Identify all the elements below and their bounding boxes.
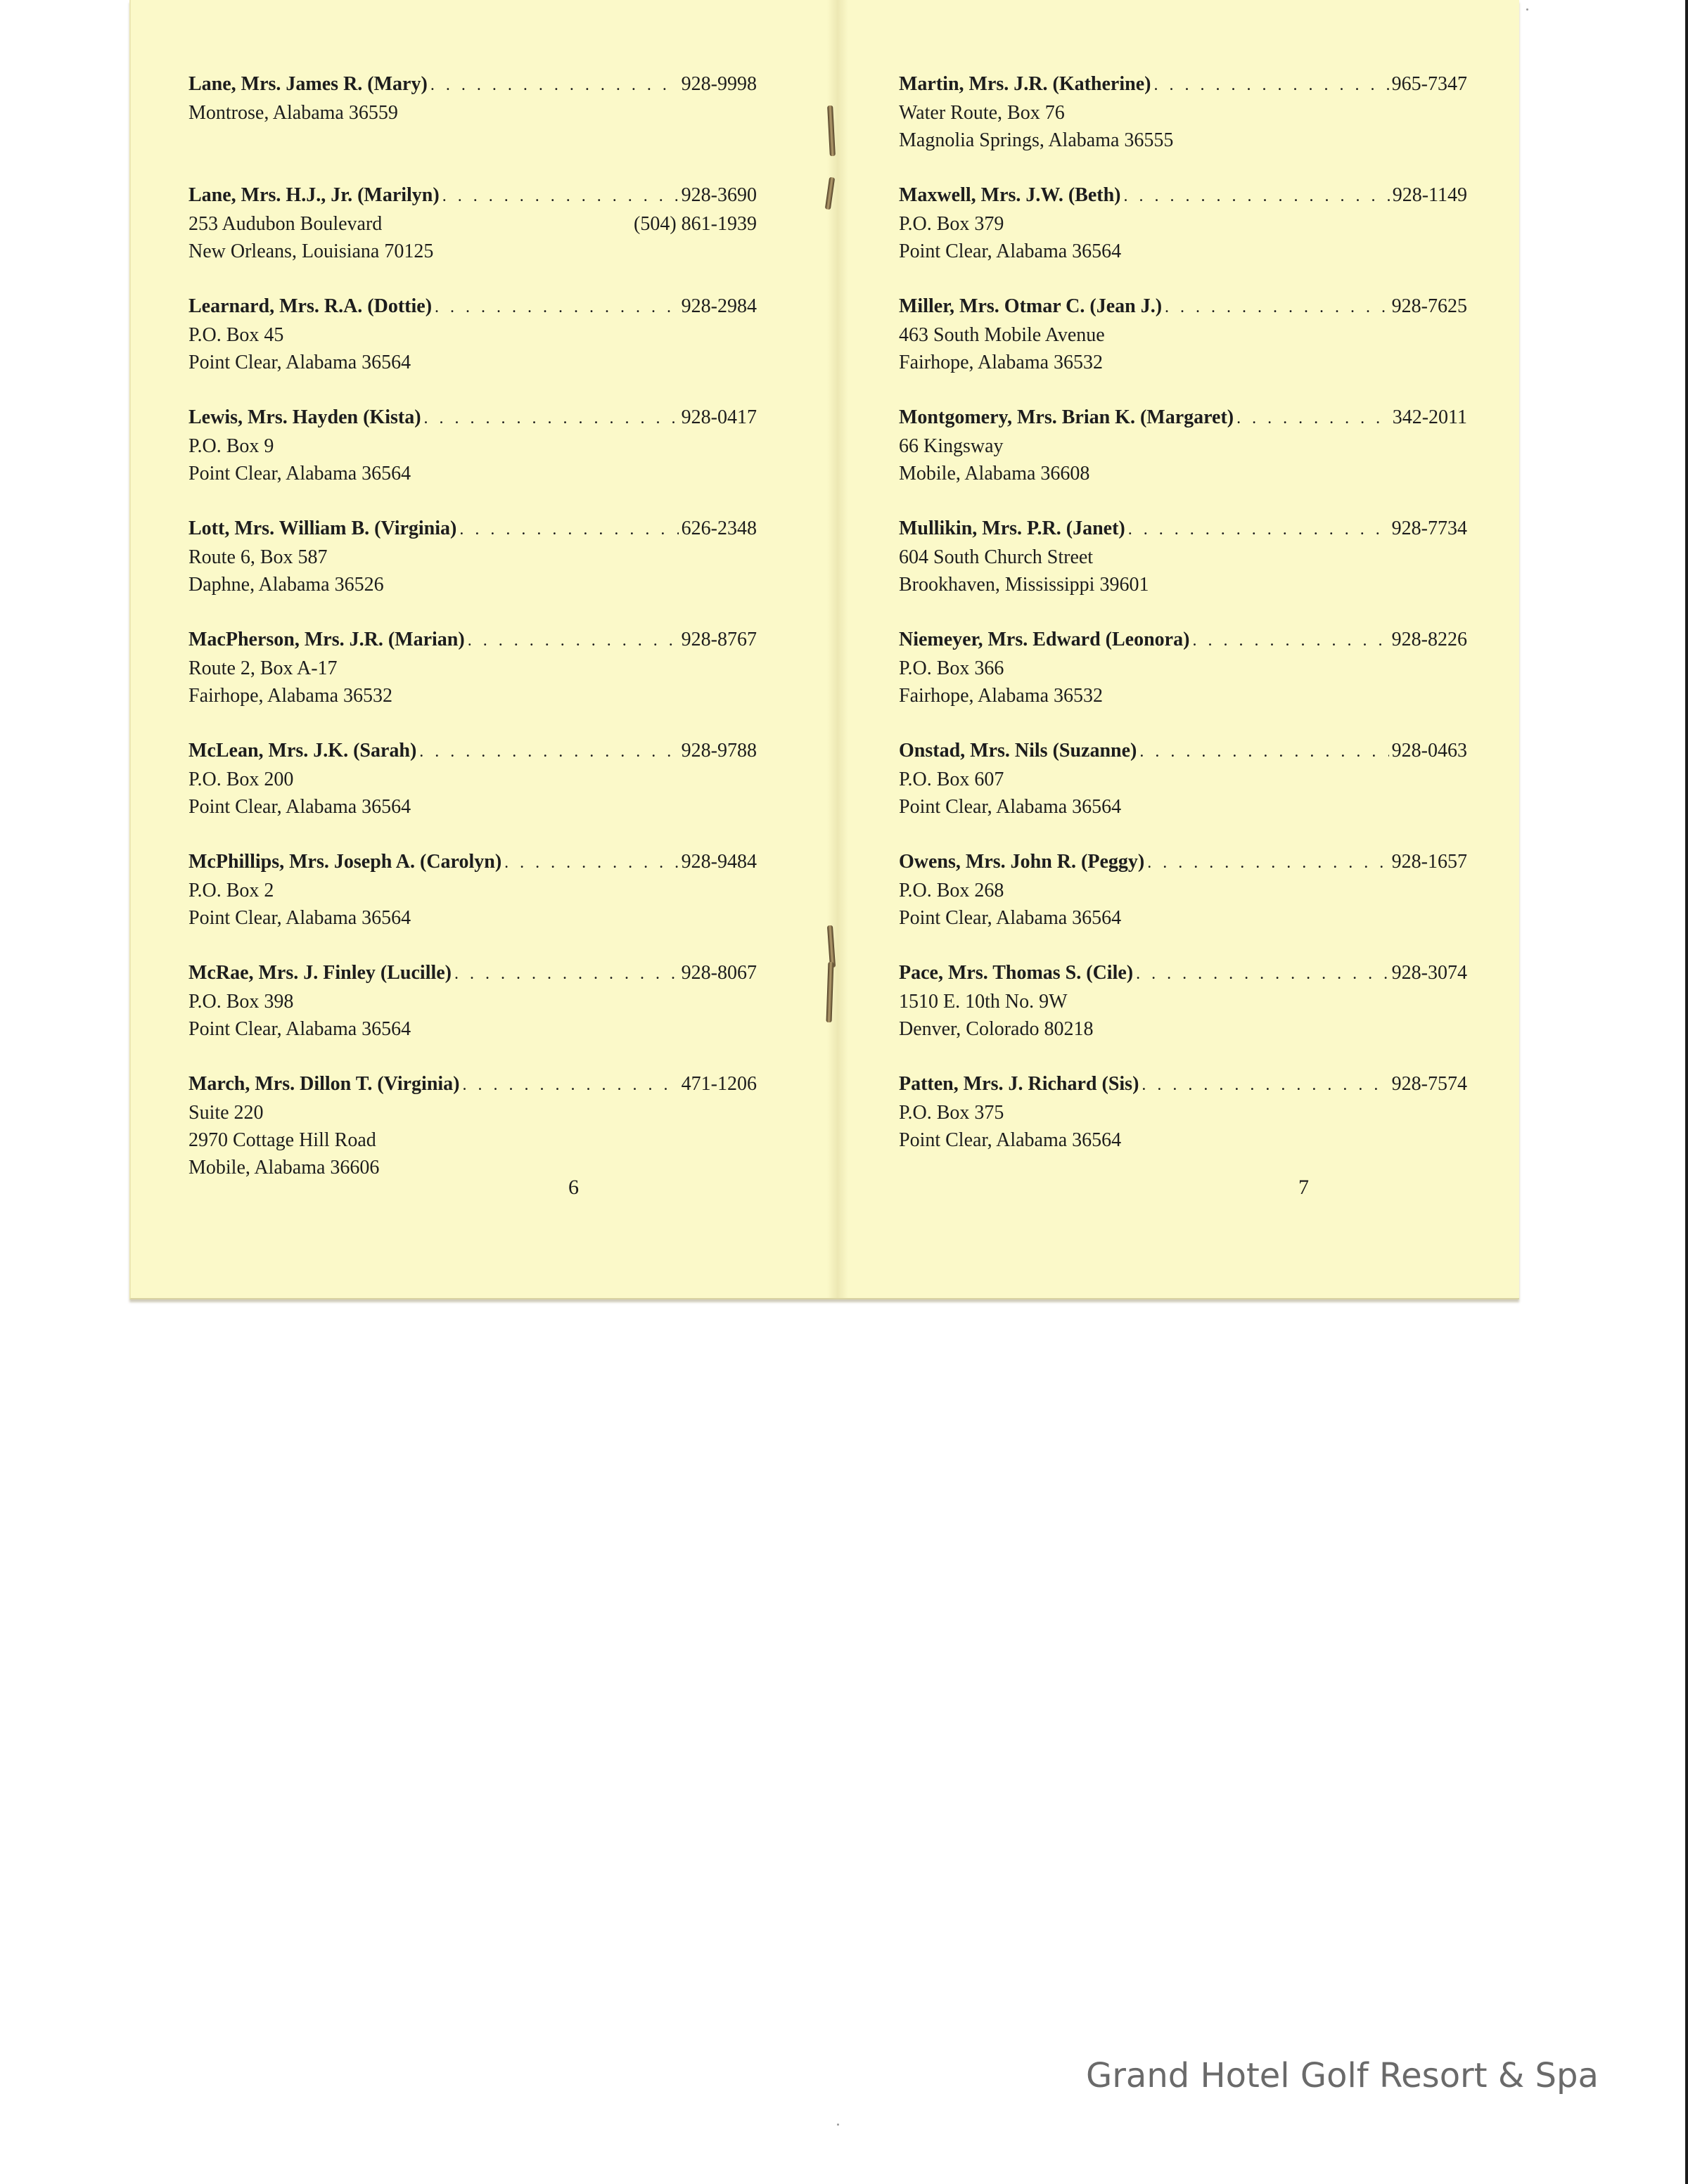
leader-dots	[459, 515, 678, 544]
entry-address-line: Point Clear, Alabama 36564	[899, 907, 1122, 929]
entry-address-line: Point Clear, Alabama 36564	[899, 1129, 1122, 1151]
entry-address-line: 2970 Cottage Hill Road	[188, 1129, 376, 1151]
directory-entry	[899, 1070, 1467, 1181]
entry-phone: 928-7734	[1391, 518, 1467, 539]
booklet-spread	[129, 0, 1519, 1299]
directory-entry	[188, 737, 757, 848]
leader-dots	[463, 1071, 679, 1099]
entry-phone: 965-7347	[1391, 73, 1467, 95]
entry-address-line: Point Clear, Alabama 36564	[188, 907, 411, 929]
entry-phone: 928-9788	[681, 740, 757, 762]
directory-entry	[899, 515, 1467, 626]
entry-name: McRae, Mrs. J. Finley (Lucille)	[188, 962, 452, 984]
entry-address-line: Water Route, Box 76	[899, 102, 1065, 124]
leader-dots	[1128, 515, 1389, 544]
directory-entry	[188, 293, 757, 404]
entry-phone: 928-1149	[1392, 184, 1467, 206]
entry-address-line: Point Clear, Alabama 36564	[188, 1018, 411, 1040]
entry-name: Maxwell, Mrs. J.W. (Beth)	[899, 184, 1121, 206]
leader-dots	[1165, 293, 1389, 321]
entry-address-line: New Orleans, Louisiana 70125	[188, 240, 434, 262]
entry-phone: 928-8067	[681, 962, 757, 984]
entry-address-line: Fairhope, Alabama 36532	[899, 685, 1104, 707]
directory-entry	[188, 181, 757, 293]
watermark-text: Grand Hotel Golf Resort & Spa	[1086, 2056, 1599, 2095]
entry-name: Onstad, Mrs. Nils (Suzanne)	[899, 740, 1137, 762]
entry-name: Pace, Mrs. Thomas S. (Cile)	[899, 962, 1134, 984]
directory-entry	[899, 737, 1467, 848]
directory-entry	[899, 293, 1467, 404]
entry-phone: 928-8767	[681, 629, 757, 650]
entry-address-line: 253 Audubon Boulevard	[188, 213, 383, 235]
page-number-right: 7	[1298, 1176, 1309, 1199]
entry-address-line: 1510 E. 10th No. 9W	[899, 991, 1068, 1013]
entry-address-line: Fairhope, Alabama 36532	[188, 685, 393, 707]
entry-phone: 928-0463	[1391, 740, 1467, 762]
entry-name: Learnard, Mrs. R.A. (Dottie)	[188, 295, 433, 317]
entry-name: Owens, Mrs. John R. (Peggy)	[899, 851, 1145, 873]
entry-address-line: Suite 220	[188, 1102, 264, 1124]
leader-dots	[1153, 71, 1388, 99]
entry-address-line: Fairhope, Alabama 36532	[899, 352, 1104, 373]
entry-address-line: P.O. Box 9	[188, 435, 274, 457]
scan-edge	[1685, 0, 1688, 2184]
entry-address-line: P.O. Box 607	[899, 769, 1004, 790]
directory-entry	[188, 959, 757, 1070]
directory-entry	[899, 626, 1467, 737]
entry-phone: 342-2011	[1392, 406, 1467, 428]
entry-address-line: P.O. Box 379	[899, 213, 1004, 235]
entry-address-line: Montrose, Alabama 36559	[188, 102, 398, 124]
entry-name: Mullikin, Mrs. P.R. (Janet)	[899, 518, 1125, 539]
scan-speck	[1526, 8, 1528, 11]
entry-phone: 928-0417	[681, 406, 757, 428]
directory-entry	[899, 181, 1467, 293]
entry-address-line: 463 South Mobile Avenue	[899, 324, 1105, 346]
entry-address-line: Denver, Colorado 80218	[899, 1018, 1094, 1040]
entry-address-line: P.O. Box 375	[899, 1102, 1004, 1124]
entry-name: MacPherson, Mrs. J.R. (Marian)	[188, 629, 465, 650]
entry-address-line: Point Clear, Alabama 36564	[899, 796, 1122, 818]
leader-dots	[468, 627, 679, 655]
entry-name: Lott, Mrs. William B. (Virginia)	[188, 518, 457, 539]
directory-entry	[899, 70, 1467, 181]
directory-entry	[899, 848, 1467, 959]
entry-address-line: Daphne, Alabama 36526	[188, 574, 384, 596]
entry-alt-phone: (504) 861-1939	[634, 213, 757, 235]
leader-dots	[1123, 182, 1389, 210]
leader-dots	[504, 849, 679, 877]
directory-entry	[899, 404, 1467, 515]
leader-dots	[419, 738, 678, 766]
entry-phone: 928-3074	[1391, 962, 1467, 984]
entry-address-line: Route 6, Box 587	[188, 546, 328, 568]
entry-address-line: Brookhaven, Mississippi 39601	[899, 574, 1149, 596]
entry-phone: 928-8226	[1391, 629, 1467, 650]
leader-dots	[1236, 404, 1390, 432]
entry-name: March, Mrs. Dillon T. (Virginia)	[188, 1073, 460, 1095]
page-number-left: 6	[568, 1176, 579, 1199]
entry-phone: 471-1206	[681, 1073, 757, 1095]
entry-phone: 626-2348	[681, 518, 757, 539]
entry-address-line: P.O. Box 398	[188, 991, 294, 1013]
entry-address-line: Point Clear, Alabama 36564	[188, 352, 411, 373]
leader-dots	[1139, 738, 1388, 766]
directory-entry	[188, 626, 757, 737]
leader-dots	[435, 293, 679, 321]
entry-name: Miller, Mrs. Otmar C. (Jean J.)	[899, 295, 1163, 317]
directory-entry	[188, 515, 757, 626]
leader-dots	[430, 71, 679, 99]
entry-address-line: Route 2, Box A-17	[188, 657, 338, 679]
entry-phone: 928-9484	[681, 851, 757, 873]
entry-name: Lewis, Mrs. Hayden (Kista)	[188, 406, 421, 428]
entry-address-line: P.O. Box 200	[188, 769, 294, 790]
entry-name: McPhillips, Mrs. Joseph A. (Carolyn)	[188, 851, 502, 873]
entry-address-line: 604 South Church Street	[899, 546, 1094, 568]
entry-address-line: 66 Kingsway	[899, 435, 1004, 457]
leader-dots	[454, 960, 679, 988]
directory-entry	[188, 404, 757, 515]
entry-name: Patten, Mrs. J. Richard (Sis)	[899, 1073, 1139, 1095]
entry-address-line: P.O. Box 366	[899, 657, 1004, 679]
leader-dots	[1147, 849, 1388, 877]
entry-address-line: P.O. Box 2	[188, 880, 274, 901]
leader-dots	[1142, 1071, 1388, 1099]
entry-address-line: Point Clear, Alabama 36564	[188, 463, 411, 484]
entry-address-line: P.O. Box 268	[899, 880, 1004, 901]
scan-speck	[837, 2124, 839, 2126]
entry-phone: 928-2984	[681, 295, 757, 317]
entry-name: Lane, Mrs. H.J., Jr. (Marilyn)	[188, 184, 440, 206]
entry-phone: 928-1657	[1391, 851, 1467, 873]
entry-address-line: Mobile, Alabama 36606	[188, 1157, 380, 1178]
entry-address-line: Mobile, Alabama 36608	[899, 463, 1090, 484]
entry-address-line: P.O. Box 45	[188, 324, 284, 346]
entry-name: McLean, Mrs. J.K. (Sarah)	[188, 740, 417, 762]
right-page-directory	[899, 70, 1467, 1181]
directory-entry	[188, 70, 757, 181]
entry-phone: 928-7574	[1391, 1073, 1467, 1095]
entry-name: Martin, Mrs. J.R. (Katherine)	[899, 73, 1151, 95]
entry-phone: 928-7625	[1391, 295, 1467, 317]
entry-name: Niemeyer, Mrs. Edward (Leonora)	[899, 629, 1190, 650]
entry-name: Lane, Mrs. James R. (Mary)	[188, 73, 428, 95]
entry-address-line: Point Clear, Alabama 36564	[188, 796, 411, 818]
entry-name: Montgomery, Mrs. Brian K. (Margaret)	[899, 406, 1234, 428]
left-page-directory	[188, 70, 757, 1181]
entry-address-line: Point Clear, Alabama 36564	[899, 240, 1122, 262]
leader-dots	[1192, 627, 1388, 655]
entry-phone: 928-9998	[681, 73, 757, 95]
leader-dots	[424, 404, 679, 432]
directory-entry	[899, 959, 1467, 1070]
directory-entry	[188, 848, 757, 959]
leader-dots	[1136, 960, 1389, 988]
leader-dots	[442, 182, 679, 210]
entry-phone: 928-3690	[681, 184, 757, 206]
directory-entry	[188, 1070, 757, 1181]
entry-address-line: Magnolia Springs, Alabama 36555	[899, 129, 1174, 151]
